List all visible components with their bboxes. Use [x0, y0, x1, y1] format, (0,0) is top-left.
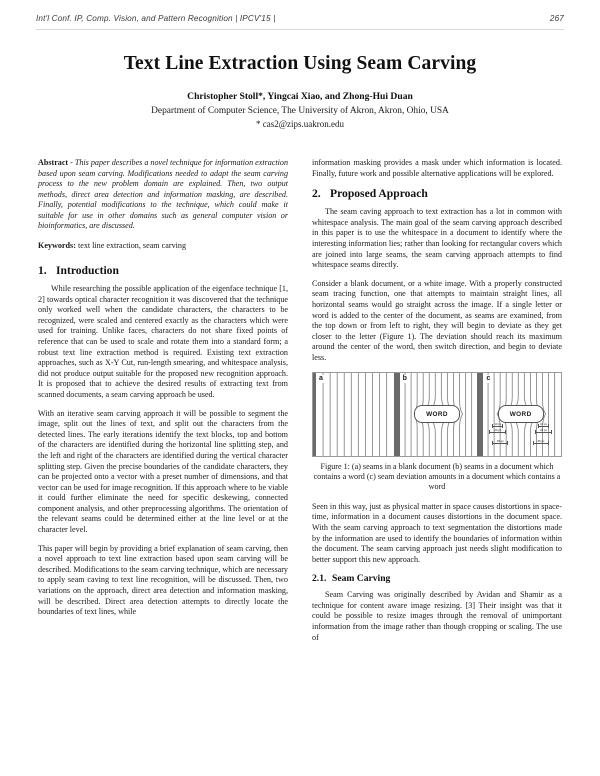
paragraph: The seam caving approach to text extraction has a lot in common with whitespace analysis. The main goal of the seam carving approach described in this paper is to use the whitespace in a document to identify where the interesting information lies; rather than looking for rectangular covers which are joined into large seams, the seam carving approach attempts to find whitespace seams directly. [312, 207, 562, 270]
affiliation: Department of Computer Science, The University of Akron, Akron, Ohio, USA [151, 106, 449, 117]
measure-upper-left-small-label: 10 px [494, 421, 502, 426]
section-number: 1. [38, 264, 47, 277]
panel-label-c: c [486, 374, 491, 382]
paragraph: Seam Carving was originally described by Avidan and Shamir as a technique for content aware image resizing. [3] Their insight was that it could be possible to resize images through the removal of unimportant information from the image rather than though cropping or scaling. The use of [312, 590, 562, 642]
measure-upper-right-small-rule [538, 426, 549, 427]
panel-label-b: b [402, 374, 407, 382]
page-title: Text Line Extraction Using Seam Carving [123, 53, 477, 74]
measure-lower-left-rule [492, 443, 508, 444]
author-list: Christopher Stoll*, Yingcai Xiao, and Zhong-Hui Duan [187, 91, 413, 103]
keywords-line [38, 241, 288, 252]
measure-lower-right [533, 440, 549, 444]
abstract-body: This paper describes a novel technique for information extraction based upon seam carving. Modifications needed to adapt the seam carving process to the new problem domain are explained. Then, two output methods, direct area detection and information masking, are described. Finally, potential modifications to the technique, which could make it suitable for use in other domains such as general computer vision or bioinformatics, are discussed. [38, 158, 288, 230]
measure-lower-right-rule [533, 443, 549, 444]
measure-upper-right-label: 20 px [540, 427, 547, 432]
subsection-number: 2.1. [312, 573, 327, 585]
measure-lower-left [492, 440, 508, 444]
section-title: Introduction [56, 264, 119, 277]
measure-lower-left-label: 65 px [496, 438, 504, 443]
section-heading-proposed-approach [312, 187, 562, 201]
subsection-title: Seam Carving [332, 573, 391, 585]
figure-panel-b [397, 373, 481, 456]
figure-1-canvas [312, 372, 562, 457]
measure-upper-right [535, 429, 552, 433]
measure-upper-left-rule [489, 432, 506, 433]
figure-word-blob-c: WORD [498, 405, 544, 423]
keywords-label: Keywords: [38, 240, 76, 250]
running-header [36, 14, 564, 28]
measure-upper-left-small-rule [492, 426, 503, 427]
keywords-value: text line extraction, seam carving [75, 240, 187, 250]
measure-upper-left-label: 20 px [494, 427, 502, 432]
section-title: Proposed Approach [330, 187, 428, 201]
figure-word-blob-b: WORD [414, 405, 460, 423]
measure-lower-right-label: 65 px [537, 438, 545, 443]
paragraph: With an iterative seam carving approach it will be possible to segment the image, split out the lines of text, and split out the characters from the detected lines. The early iterations identify the text blocks, top and bottom of the characters are identified during the horizontal line splitting step, and the left and right of the characters are identified during the vertical character splitting step. Given the precise boundaries of the candidate characters, they can be projected onto a vector with a preset number of dimensions, and that vector can be used for image recognition. If this approach where to be viable it could further eliminate the need for specific deskewing, connected component analysis, and other preprocessing algorithms. The orientation of the relevant seams could be determined either at the line level or at the character level. [38, 408, 288, 535]
section-heading-introduction [38, 264, 288, 278]
paragraph: Seen in this way, just as physical matter in space causes distortions in space-time, information in a document causes distortions in the document space. With the seam carving approach to text segmentation the distortions made by the information are used to identify the boundaries of information within the document. The seam carving approach just needs slight modification to better support this new approach. [312, 501, 562, 564]
title-block [36, 52, 564, 130]
body-columns [38, 158, 562, 764]
abstract-dash: - [68, 158, 75, 167]
subsection-heading-seam-carving [312, 573, 562, 585]
paragraph: Consider a blank document, or a white image. With a properly constructed seam tracing function, one that attempts to maintain straight lines, all horizontal seams would go straight across the image. If a single letter or word is added to the center of the document, as seams are examined, from the top down or from left to right, they will begin to deviate as they get closer to the letter (Figure 1). The deviation should reach its maximum around the center of the word, then switch direction, and begin to deviate less. [312, 278, 562, 362]
figure-1 [312, 372, 562, 493]
contact-email: * cas2@zips.uakron.edu [255, 119, 344, 130]
measure-upper-left [489, 429, 506, 433]
header-divider [36, 29, 564, 30]
paragraph: While researching the possible application of the eigenface technique [1, 2] towards optical character recognition it was discovered that the technique only worked well when the candidate characters, the characters to be recognized, were scaled and centered exactly as the characters which were used for training. Unlike faces, characters do not share fixed points of reference that can be used to scale and rotate them into a standard form; a robust text line extraction method is required. Existing text extraction approaches, such as X-Y Cut, run-length smearing, and whitespace analysis, did not produce output suitable for the proposed new recognition approach. It is proposed that to achieve the desired results of extracting text from scanned documents, a seam carving approach be used. [38, 284, 288, 399]
running-header-venue: Int'l Conf. IP, Comp. Vision, and Pattern Recognition | IPCV'15 | [36, 14, 276, 23]
page-number: 267 [549, 14, 564, 23]
figure-panel-c [480, 373, 561, 456]
panel-a-seams [313, 373, 394, 456]
left-column [38, 158, 288, 764]
figure-panel-a [313, 373, 397, 456]
figure-1-caption: Figure 1: (a) seams in a blank document (b) seams in a document which contains a word (c) seam deviation amounts in a document which contains a word [313, 461, 561, 492]
measure-upper-right-small [538, 423, 549, 427]
paragraph: information masking provides a mask under which information is located. Finally, future work and possible alternative applications will be explored. [312, 158, 562, 178]
measure-upper-right-small-label: 10 px [540, 421, 547, 426]
panel-label-a: a [319, 374, 323, 382]
measure-upper-right-rule [535, 432, 552, 433]
abstract-paragraph [38, 158, 288, 232]
right-column [312, 158, 562, 764]
abstract-label: Abstract [38, 158, 69, 167]
measure-upper-left-small [492, 423, 503, 427]
paragraph: This paper will begin by providing a brief explanation of seam carving, then a novel approach to text line extraction based upon seam carving will be described. Modifications to the seam carving technique, which are necessary to apply seam caving to text line recognition, will be discussed. Then, two variations on the approach, direct area detection and information masking, will be described. Direct area detection attempts to directly locate the boundaries of text lines, while [38, 543, 288, 617]
section-number: 2. [312, 187, 321, 201]
